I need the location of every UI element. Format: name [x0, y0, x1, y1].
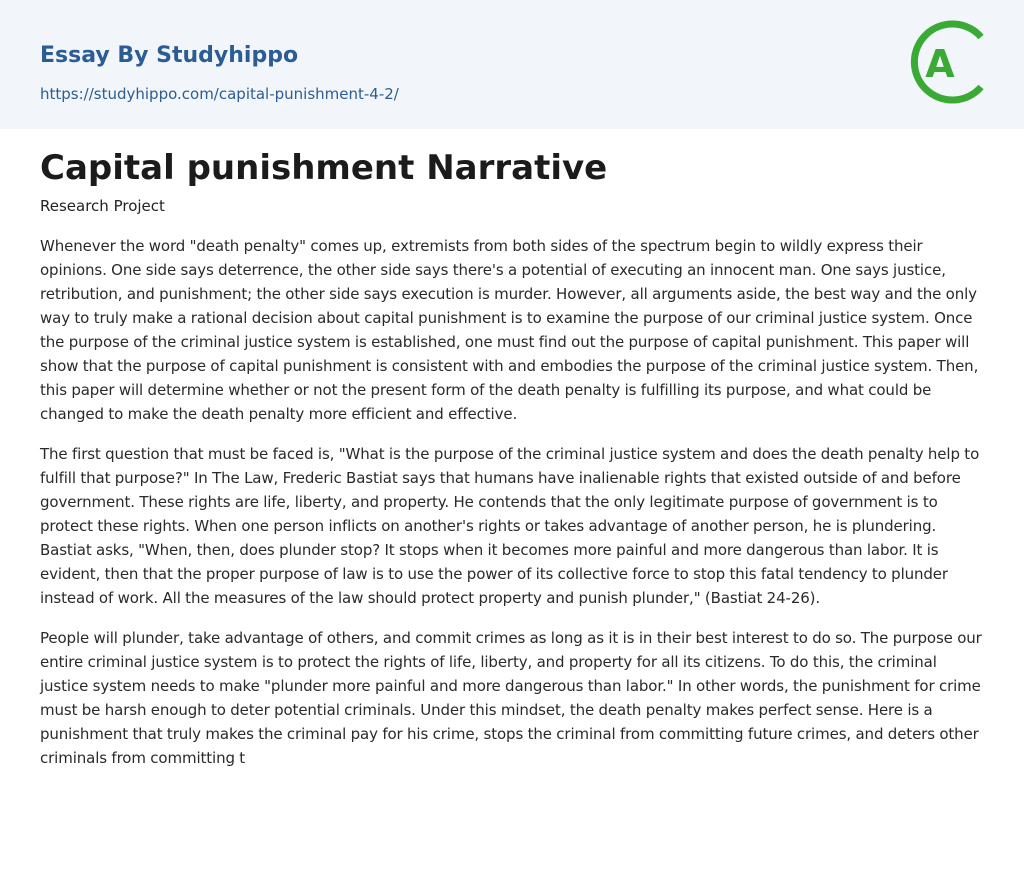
logo-letter: A — [925, 42, 955, 86]
brand-title: Essay By Studyhippo — [40, 43, 299, 68]
source-url-link[interactable]: https://studyhippo.com/capital-punishment-4-2/ — [40, 85, 399, 103]
essay-title: Capital punishment Narrative — [40, 148, 608, 188]
site-header — [0, 0, 1024, 129]
studyhippo-logo-icon[interactable] — [910, 18, 990, 106]
essay-paragraph: The first question that must be faced is, "What is the purpose of the criminal justice system and does the death penalty help to fulfill that purpose?" In The Law, Frederic Bastiat says that humans have inalienable rights that existed outside of and before government. These rights are life, liberty, and property. He contends that the only legitimate purpose of government is to protect these rights. When one person inflicts on another's rights or takes advantage of another person, he is plundering. Bastiat asks, "When, then, does plunder stop? It stops when it becomes more painful and more dangerous than labor. It is evident, then that the proper purpose of law is to use the power of its collective force to stop this fatal tendency to plunder instead of work. All the measures of the law should protect property and punish plunder," (Bastiat 24-26). — [40, 445, 980, 607]
essay-paragraph: People will plunder, take advantage of others, and commit crimes as long as it is in their best interest to do so. The purpose our entire criminal justice system is to protect the rights of life, liberty, and property for all its citizens. To do this, the criminal justice system needs to make "plunder more painful and more dangerous than labor." In other words, the punishment for crime must be harsh enough to deter potential criminals. Under this mindset, the death penalty makes perfect sense. Here is a punishment that truly makes the criminal pay for his crime, stops the criminal from committing future crimes, and deters other criminals from committing t — [40, 629, 982, 767]
essay-content — [40, 144, 986, 786]
essay-paragraph: Whenever the word "death penalty" comes up, extremists from both sides of the spectrum begin to wildly express their opinions. One side says deterrence, the other side says there's a potential of executing an innocent man. One says justice, retribution, and punishment; the other side says execution is murder. However, all arguments aside, the best way and the only way to truly make a rational decision about capital punishment is to examine the purpose of our criminal justice system. Once the purpose of the criminal justice system is established, one must find out the purpose of capital punishment. This paper will show that the purpose of capital punishment is consistent with and embodies the purpose of the criminal justice system. Then, this paper will determine whether or not the present form of the death penalty is fulfilling its purpose, and what could be changed to make the death penalty more efficient and effective. — [40, 237, 979, 423]
logo-a-icon — [910, 18, 990, 106]
essay-category: Research Project — [40, 197, 165, 215]
